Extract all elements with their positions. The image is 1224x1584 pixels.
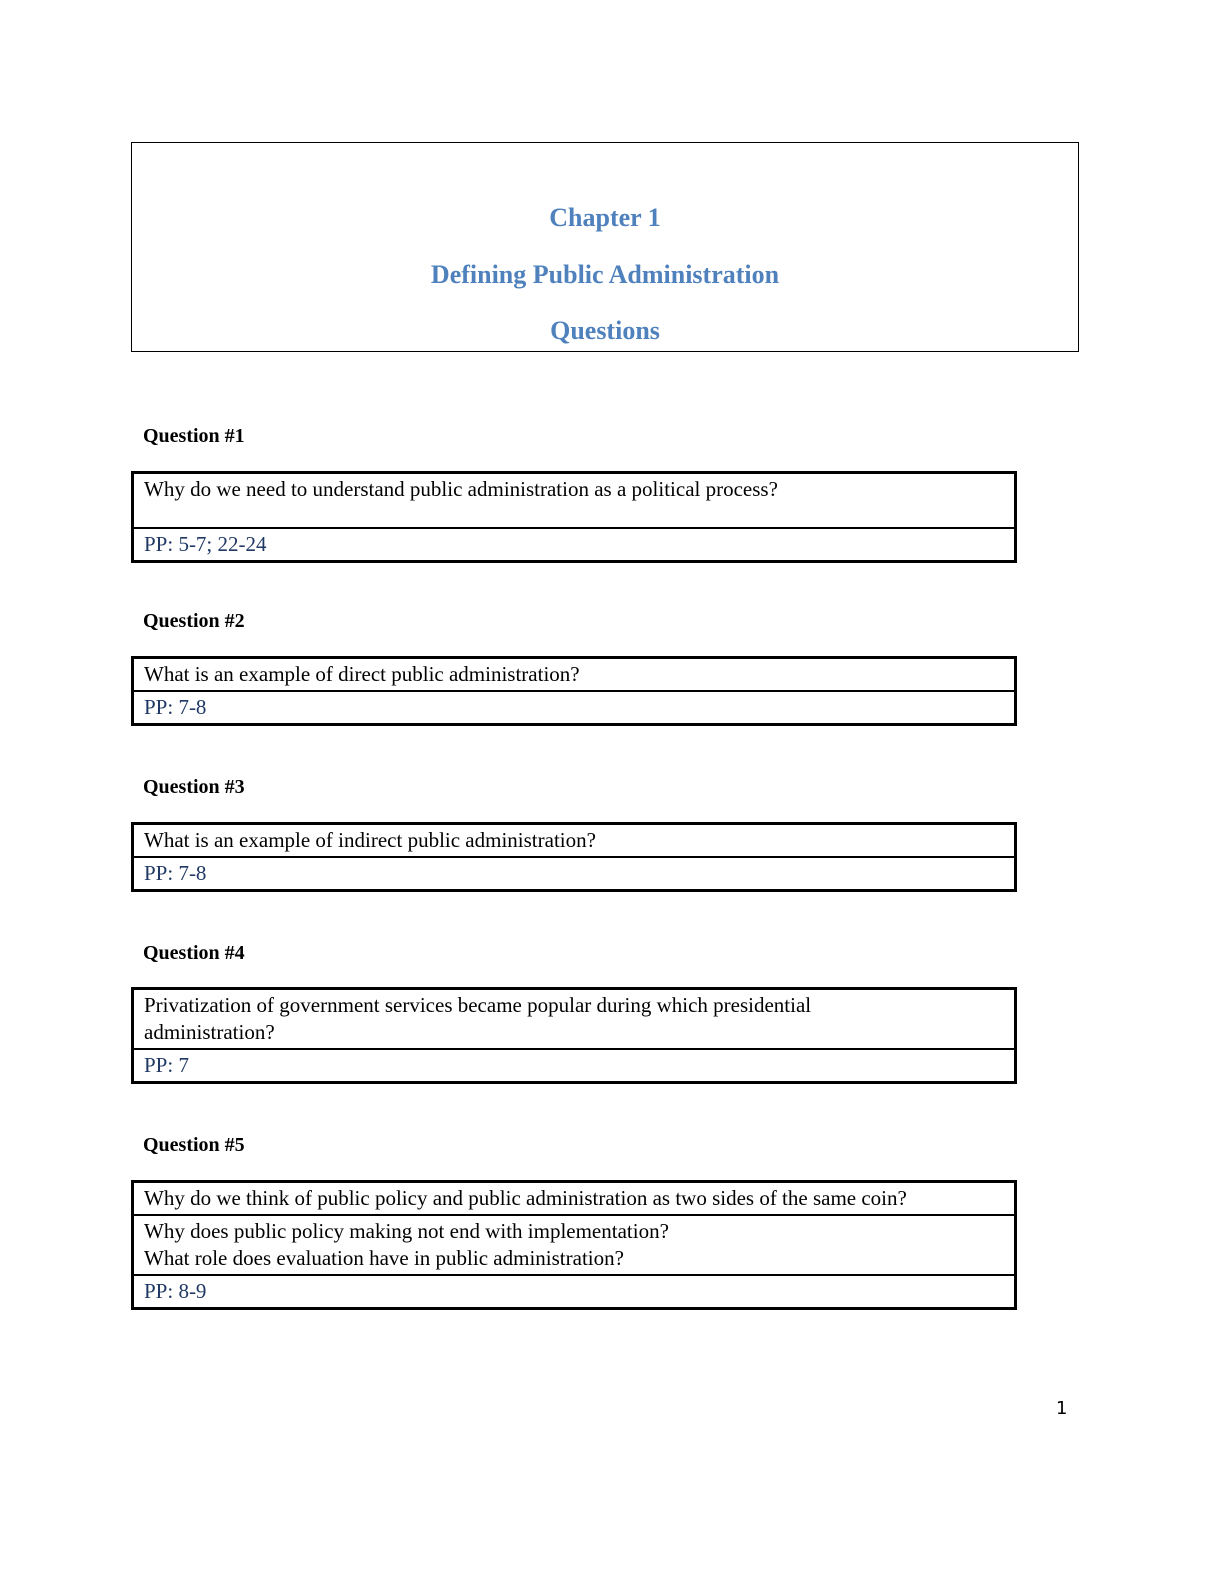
page-reference-pages: : 8-9 bbox=[167, 1279, 207, 1303]
title-box bbox=[131, 142, 1079, 352]
page-number: 1 bbox=[1056, 1398, 1068, 1419]
question-label: Question #2 bbox=[143, 610, 245, 632]
question-table bbox=[131, 471, 1017, 563]
question-label: Question #1 bbox=[143, 425, 245, 447]
question-text-line: Why does public policy making not end with implementation? bbox=[144, 1219, 669, 1243]
question-text: What is an example of direct public administration? bbox=[144, 662, 580, 686]
page-reference bbox=[134, 690, 1014, 723]
page-reference-pages: : 7 bbox=[167, 1053, 189, 1077]
question-label: Question #3 bbox=[143, 776, 245, 798]
question-label: Question #4 bbox=[143, 942, 245, 964]
page-reference-prefix: PP bbox=[144, 861, 168, 885]
question-text: Why do we need to understand public administration as a political process? bbox=[144, 477, 778, 501]
chapter-heading: Chapter 1 bbox=[549, 203, 661, 232]
page-reference-prefix: PP bbox=[144, 1279, 168, 1303]
question-text: Why do we think of public policy and public administration as two sides of the same coin? bbox=[144, 1186, 907, 1210]
page-reference-prefix: PP bbox=[144, 532, 168, 556]
page-reference bbox=[134, 527, 1014, 560]
question-table bbox=[131, 987, 1017, 1084]
question-text-line: What role does evaluation have in public administration? bbox=[144, 1246, 624, 1270]
page-reference-prefix: PP bbox=[144, 1053, 168, 1077]
page-reference-prefix: PP bbox=[144, 695, 168, 719]
page-reference-pages: : 7-8 bbox=[167, 695, 207, 719]
page-reference bbox=[134, 856, 1014, 889]
chapter-title: Defining Public Administration bbox=[430, 260, 780, 289]
page-reference bbox=[134, 1274, 1014, 1307]
question-table bbox=[131, 822, 1017, 892]
page-reference bbox=[134, 1048, 1014, 1081]
chapter-subtitle: Questions bbox=[550, 316, 660, 345]
question-table bbox=[131, 1180, 1017, 1310]
question-label: Question #5 bbox=[143, 1134, 245, 1156]
page-reference-pages: : 7-8 bbox=[167, 861, 207, 885]
question-text bbox=[134, 1214, 1014, 1274]
page-reference-pages: : 5-7; 22-24 bbox=[167, 532, 267, 556]
question-table bbox=[131, 656, 1017, 726]
question-text: What is an example of indirect public administration? bbox=[144, 828, 596, 852]
question-text: Privatization of government services became popular during which presidential administration? bbox=[144, 993, 812, 1044]
